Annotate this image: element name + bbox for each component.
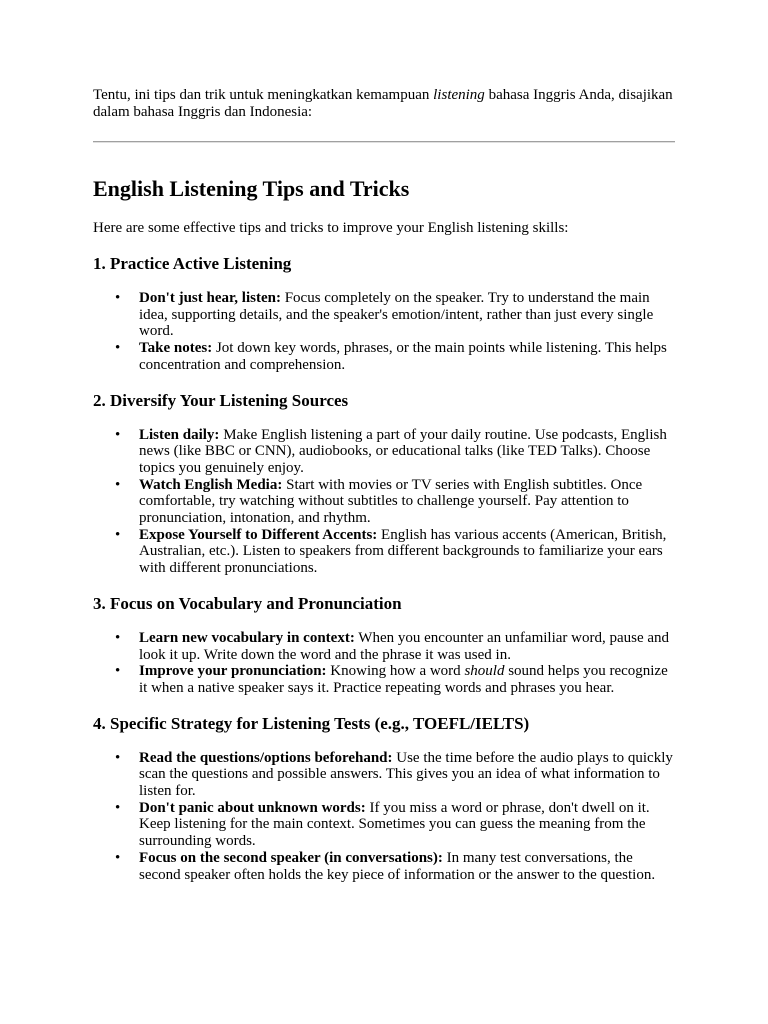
item-label: Focus on the second speaker (in conversations): xyxy=(139,849,443,866)
horizontal-divider xyxy=(93,141,675,143)
bullet-icon: • xyxy=(115,849,121,866)
section-heading-test-strategy: 4. Specific Strategy for Listening Tests (e.g., TOEFL/IELTS) xyxy=(93,713,530,733)
item-text: Focus completely on the speaker. Try to understand the main idea, supporting details, and the speaker's emotion/intent, rather than just every single word. xyxy=(139,290,654,340)
page-title: English Listening Tips and Tricks xyxy=(93,176,410,201)
item-text-end: sound helps you recognize it when a native speaker says it. Practice repeating words and phrases you hear. xyxy=(139,663,668,696)
item-label: Take notes: xyxy=(139,340,213,357)
list-item xyxy=(93,663,675,696)
bullet-icon: • xyxy=(115,290,121,306)
bullet-icon: • xyxy=(115,749,121,766)
list-item xyxy=(93,527,675,577)
intro-text: Tentu, ini tips dan trik untuk meningkatkan kemampuan xyxy=(93,87,434,103)
tips-list-active-listening xyxy=(93,290,675,374)
section-heading-vocabulary: 3. Focus on Vocabulary and Pronunciation xyxy=(93,593,402,613)
document-page xyxy=(93,87,675,883)
tips-list-vocabulary xyxy=(93,630,675,697)
item-text: Use the time before the audio plays to quickly scan the questions and possible answers. This gives you an idea of what information to listen for. xyxy=(139,749,673,800)
item-text: If you miss a word or phrase, don't dwell on it. Keep listening for the main context. Sometimes you can guess the meaning from the surrounding words. xyxy=(139,799,650,850)
bullet-icon: • xyxy=(115,663,121,680)
item-italic-word: should xyxy=(464,663,505,680)
bullet-icon: • xyxy=(115,526,121,543)
item-text: Make English listening a part of your daily routine. Use podcasts, English news (like BBC or CNN), audiobooks, or educational talks (like TED Talks). Choose topics you genuinely enjoy. xyxy=(139,426,667,476)
list-item xyxy=(93,850,675,883)
item-label: Watch English Media: xyxy=(139,476,283,493)
intro-paragraph xyxy=(93,87,675,121)
list-item xyxy=(93,290,675,340)
bullet-icon: • xyxy=(115,426,121,443)
item-label: Don't panic about unknown words: xyxy=(139,799,366,816)
section-heading-diversify-sources: 2. Diversify Your Listening Sources xyxy=(93,390,349,410)
list-item xyxy=(93,340,675,373)
bullet-icon: • xyxy=(115,476,121,493)
intro-italic-word: listening xyxy=(433,87,485,103)
item-text: In many test conversations, the second speaker often holds the key piece of information or the answer to the question. xyxy=(139,849,656,883)
bullet-icon: • xyxy=(115,629,121,646)
list-item xyxy=(93,477,675,527)
item-text: Knowing how a word xyxy=(326,663,465,680)
item-label: Read the questions/options beforehand: xyxy=(139,749,393,766)
lead-paragraph: Here are some effective tips and tricks to improve your English listening skills: xyxy=(93,220,569,236)
list-item xyxy=(93,630,675,663)
list-item xyxy=(93,750,675,800)
item-label: Don't just hear, listen: xyxy=(139,290,281,306)
item-label: Learn new vocabulary in context: xyxy=(139,629,355,646)
section-heading-active-listening: 1. Practice Active Listening xyxy=(93,254,292,273)
bullet-icon: • xyxy=(115,340,121,357)
item-label: Listen daily: xyxy=(139,426,220,443)
intro-text-end: bahasa Inggris Anda, disajikan dalam bahasa Inggris dan Indonesia: xyxy=(93,87,673,120)
item-text: Jot down key words, phrases, or the main points while listening. This helps concentration and comprehension. xyxy=(139,340,667,373)
item-label: Expose Yourself to Different Accents: xyxy=(139,526,378,543)
item-text: When you encounter an unfamiliar word, pause and look it up. Write down the word and the phrase it was used in. xyxy=(139,629,670,663)
tips-list-test-strategy xyxy=(93,750,675,884)
list-item xyxy=(93,427,675,477)
bullet-icon: • xyxy=(115,799,121,816)
item-text: English has various accents (American, British, Australian, etc.). Listen to speakers from different backgrounds to familiarize your ears with different pronunciations. xyxy=(139,526,667,577)
item-text: Start with movies or TV series with English subtitles. Once comfortable, try watching without subtitles to challenge yourself. Pay attention to pronunciation, intonation, and rhythm. xyxy=(139,476,643,527)
list-item xyxy=(93,800,675,850)
item-label: Improve your pronunciation: xyxy=(139,663,327,680)
tips-list-diversify-sources xyxy=(93,427,675,577)
